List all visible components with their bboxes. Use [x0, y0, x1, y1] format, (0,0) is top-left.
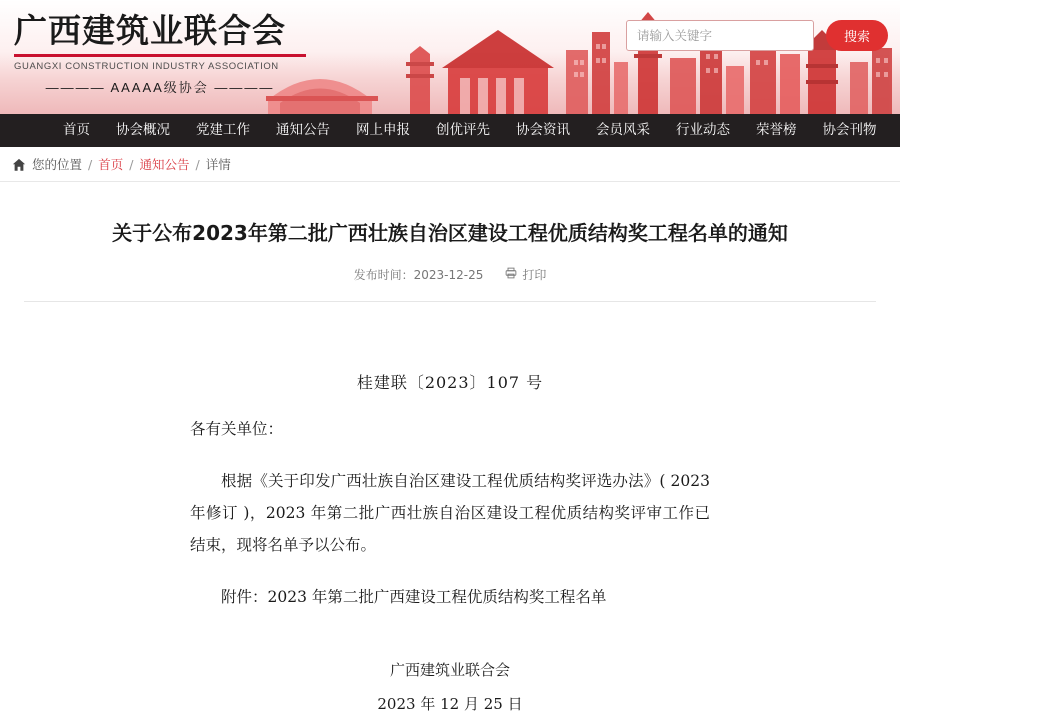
nav-item-online-apply[interactable]: 网上申报 [356, 122, 410, 138]
nav-item-news[interactable]: 协会资讯 [516, 122, 570, 138]
nav-item-home[interactable]: 首页 [63, 122, 90, 138]
main-navigation [0, 114, 1037, 147]
nav-item-members[interactable]: 会员风采 [596, 122, 650, 138]
printer-icon [505, 267, 517, 282]
attachment-line: 附件：2023 年第二批广西建设工程优质结构奖工程名单 [221, 588, 607, 606]
breadcrumb-item-notice[interactable]: 通知公告 [139, 157, 190, 172]
nav-item-notices[interactable]: 通知公告 [276, 122, 330, 138]
salutation: 各有关单位： [190, 420, 284, 438]
body-paragraph-1: 根据《关于印发广西壮族自治区建设工程优质结构奖评选办法》( 2023 年修订 )，2023 年第二批广西壮族自治区建设工程优质结构奖评审工作已结束，现将名单予以公布。 [190, 472, 710, 554]
nav-item-contact[interactable]: 联系我们 [982, 122, 1037, 138]
article-container [0, 218, 900, 721]
meta-divider [24, 301, 876, 302]
breadcrumb-separator-1: / [88, 156, 93, 172]
document-body [190, 370, 710, 721]
search-input[interactable] [626, 20, 814, 51]
document-number: 桂建联〔2023〕107 号 [356, 373, 544, 392]
nav-item-honors[interactable]: 荣誉榜 [756, 122, 797, 138]
article-meta [24, 266, 876, 283]
breadcrumb-item-home[interactable]: 首页 [98, 157, 124, 172]
nav-item-party[interactable]: 党建工作 [196, 122, 250, 138]
nav-item-publications[interactable]: 协会刊物 [822, 122, 877, 138]
signature-block [190, 653, 710, 721]
print-button[interactable] [505, 266, 546, 283]
publish-time [354, 266, 484, 283]
nav-item-industry[interactable]: 行业动态 [676, 122, 730, 138]
nav-item-branches[interactable]: 分支机构 [902, 122, 957, 138]
breadcrumb-separator-2: / [129, 156, 134, 172]
site-logo[interactable] [14, 10, 314, 96]
search-area [626, 20, 888, 51]
publish-time-value: 2023-12-25 [413, 268, 484, 282]
nav-item-about[interactable]: 协会概况 [116, 122, 170, 138]
page-title: 关于公布2023年第二批广西壮族自治区建设工程优质结构奖工程名单的通知 [112, 221, 788, 245]
home-icon [12, 158, 26, 172]
site-header [0, 0, 900, 114]
search-button[interactable]: 搜索 [826, 20, 888, 51]
site-subtitle: ———— AAAAA级协会 ———— [45, 80, 275, 95]
breadcrumb-item-detail: 详情 [205, 157, 231, 172]
signature-organization: 广西建筑业联合会 [389, 661, 510, 679]
breadcrumb-prefix: 您的位置 [32, 157, 83, 172]
signature-date: 2023 年 12 月 25 日 [377, 695, 523, 713]
nav-item-awards[interactable]: 创优评先 [436, 122, 490, 138]
publish-time-label: 发布时间： [353, 268, 414, 282]
logo-underline [14, 54, 306, 57]
site-title: 广西建筑业联合会 [14, 11, 286, 50]
breadcrumb [0, 147, 900, 182]
site-title-en: GUANGXI CONSTRUCTION INDUSTRY ASSOCIATION [14, 61, 279, 72]
breadcrumb-separator-3: / [195, 156, 200, 172]
print-label: 打印 [522, 268, 547, 282]
